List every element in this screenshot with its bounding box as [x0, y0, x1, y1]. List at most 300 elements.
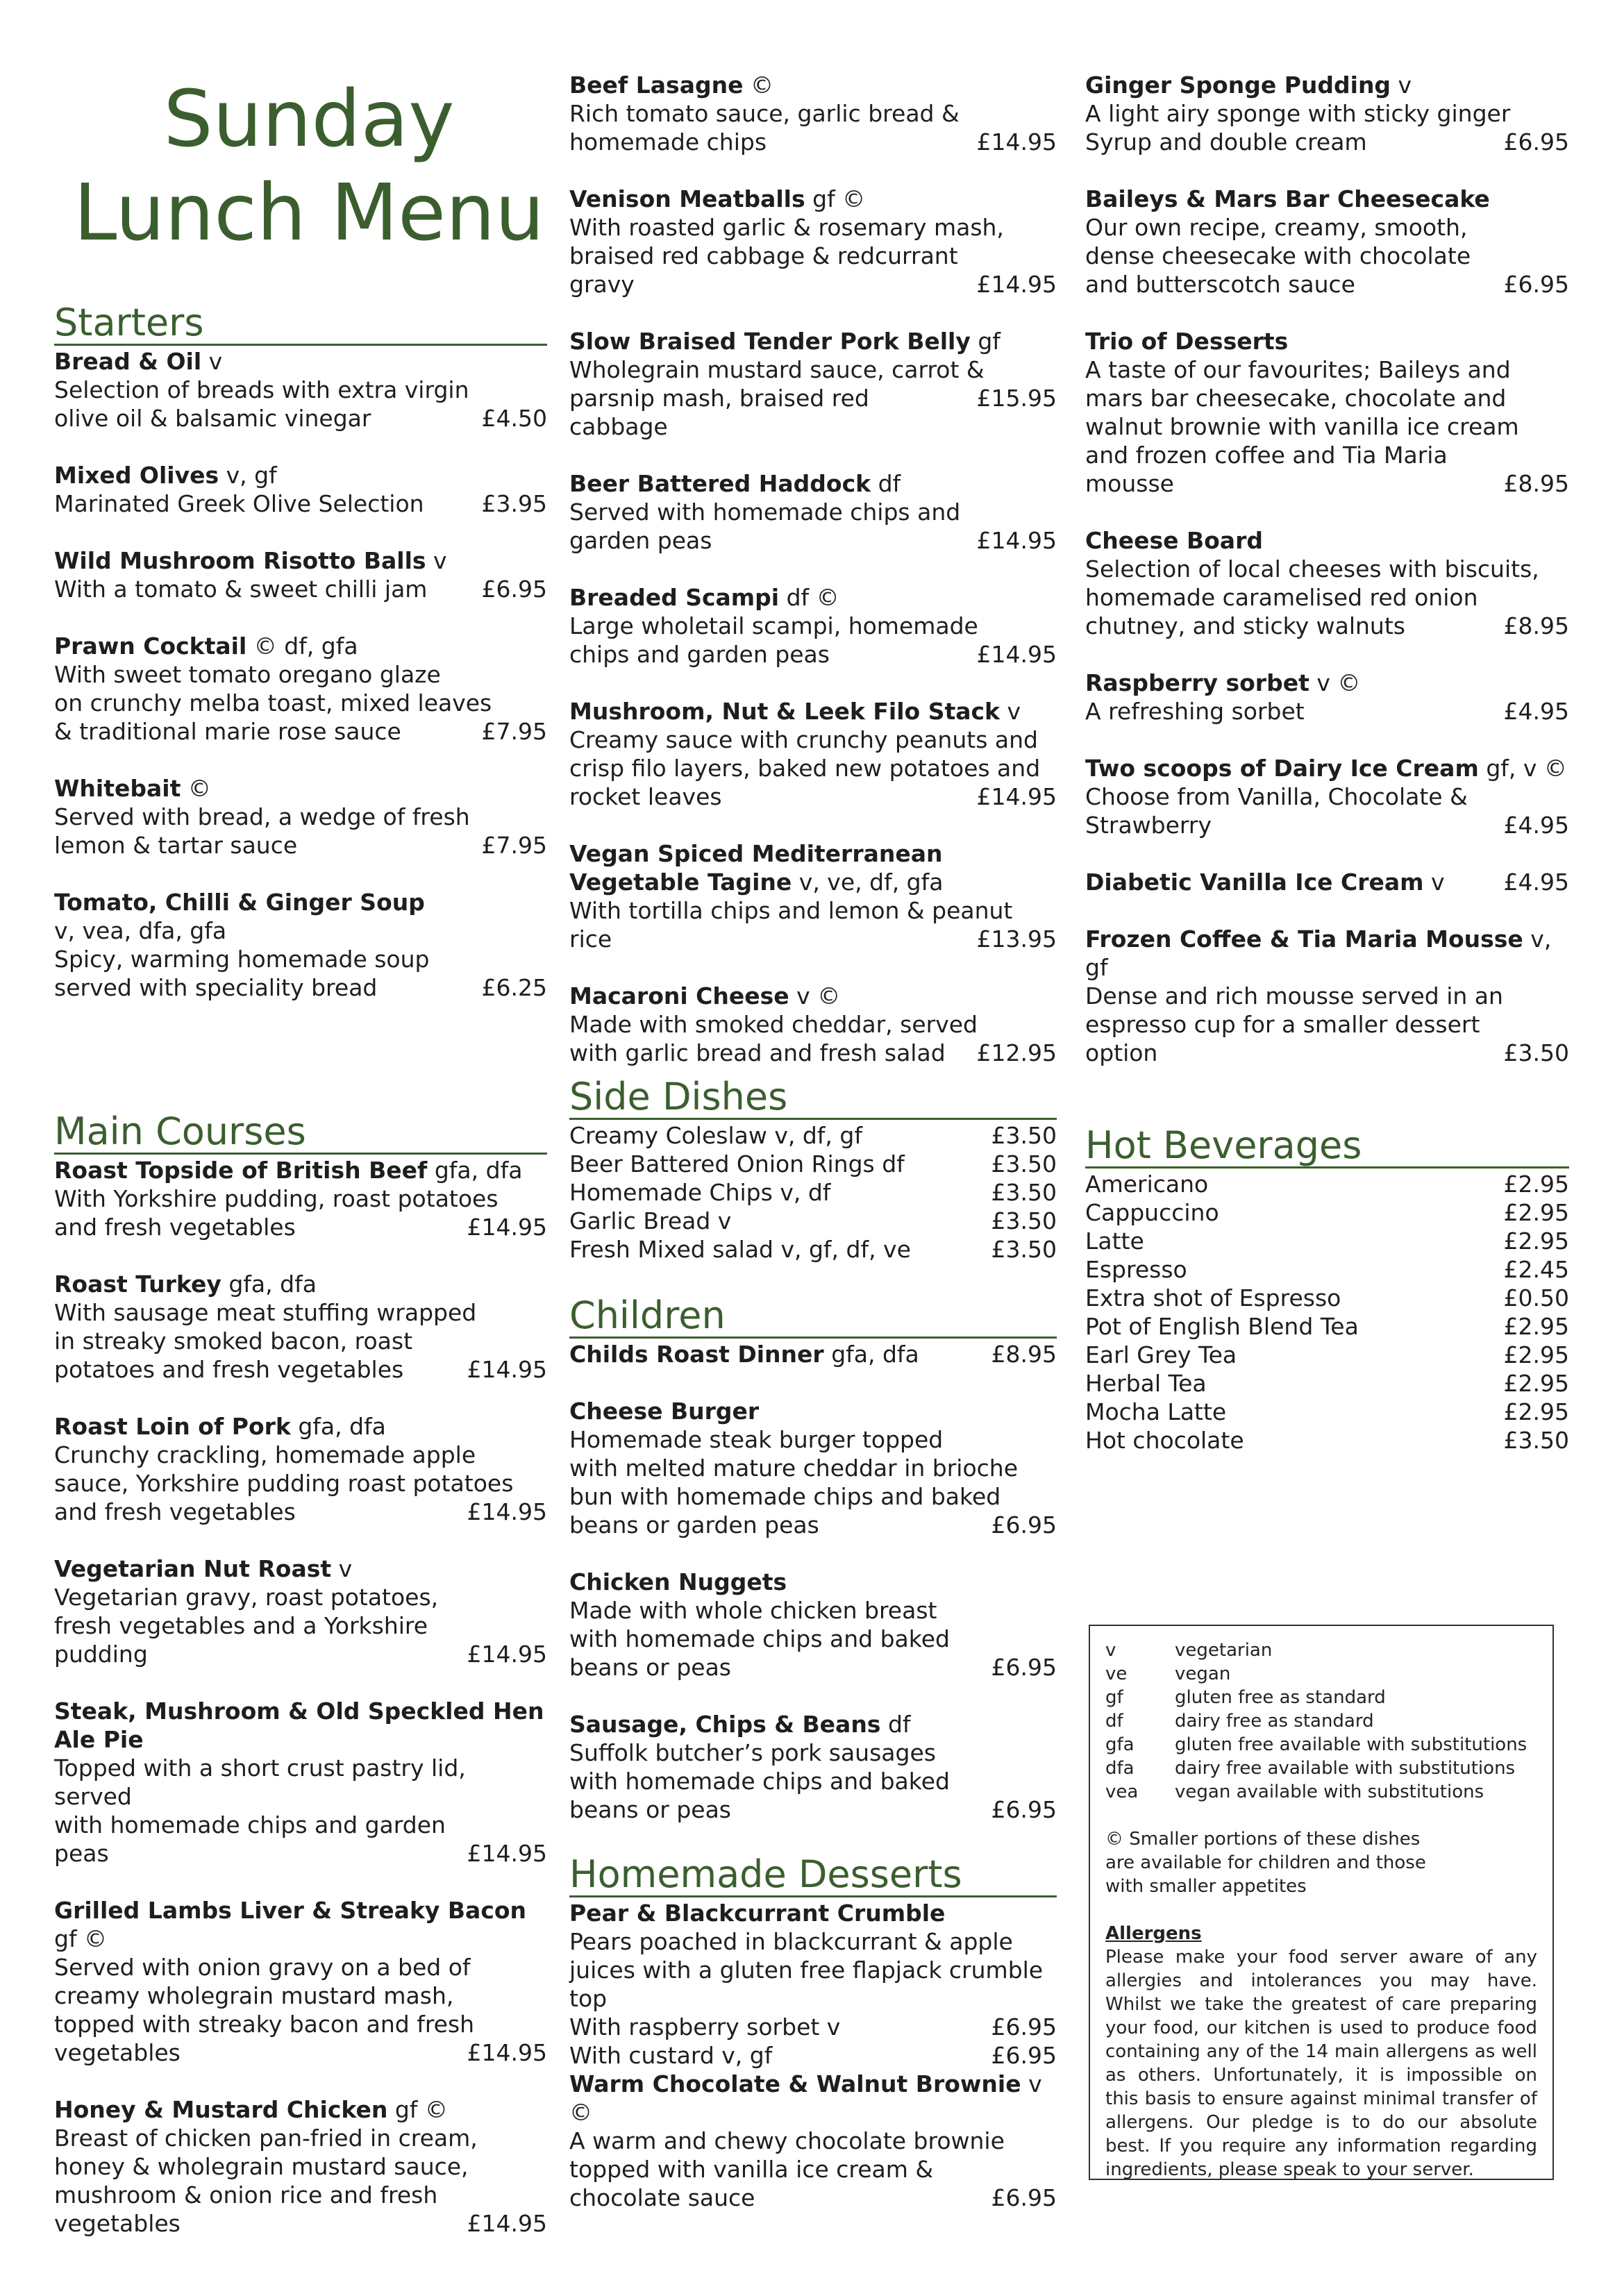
menu-item: [1085, 868, 1569, 896]
menu-item-name: Beer Battered Haddock: [569, 470, 871, 497]
menu-item-name: Bread & Oil: [54, 348, 202, 375]
legend-key: gf: [1105, 1687, 1123, 1708]
menu-item-name: Prawn Cocktail: [54, 632, 247, 660]
menu-item-name: Roast Topside of British Beef: [54, 1157, 428, 1184]
price-row-price: £2.95: [1503, 1370, 1569, 1397]
menu-item-desc: in streaky smoked bacon, roast: [54, 1327, 413, 1355]
children-section: [569, 1295, 1057, 1824]
menu-item-row: [569, 782, 1057, 811]
price-row-label: Creamy Coleslaw v, df, gf: [569, 1122, 862, 1149]
price-row-label: Hot chocolate: [1085, 1427, 1244, 1454]
menu-item-desc: Spicy, warming homemade soup: [54, 946, 430, 973]
menu-item: [569, 1340, 1057, 1368]
menu-item-row: [54, 2038, 547, 2067]
brownie-desc-1: A warm and chewy chocolate brownie: [569, 2127, 1005, 2154]
menu-item-price: £8.95: [1503, 612, 1569, 639]
menu-item-desc: Suffolk butcher’s pork sausages: [569, 1739, 936, 1766]
crumble-option-2-text: With custard v, gf: [569, 2042, 773, 2069]
menu-item-price: £14.95: [467, 1214, 547, 1241]
menu-item-header: [569, 1397, 1057, 1425]
portion-note-line-2: are available for children and those: [1105, 1852, 1426, 1873]
menu-item-desc: Rich tomato sauce, garlic bread &: [569, 100, 960, 127]
menu-item-name: Roast Loin of Pork: [54, 1413, 291, 1440]
menu-item-desc: option: [1085, 1039, 1158, 1066]
menu-item-tags: gf ©: [54, 1925, 108, 1952]
price-row: [1085, 1426, 1569, 1455]
price-row: [569, 1121, 1057, 1150]
price-row-price: £2.95: [1503, 1171, 1569, 1198]
allergens-title: Allergens: [1105, 1923, 1202, 1944]
menu-item-header: [54, 1412, 547, 1441]
menu-item-price: £13.95: [976, 925, 1057, 953]
legend-keys: [1105, 1639, 1537, 1804]
menu-item-tags: © df, gfa: [246, 632, 358, 660]
menu-item-desc: beans or garden peas: [569, 1511, 819, 1539]
menu-item: [54, 1270, 547, 1384]
menu-item-row: [54, 1839, 547, 1868]
title-line-2: Lunch Menu: [73, 168, 545, 258]
menu-item-row: [54, 489, 547, 518]
legend-value: gluten free as standard: [1175, 1687, 1386, 1708]
menu-item-row: [569, 925, 1057, 953]
crumble-option-2-price: £6.95: [991, 2042, 1057, 2069]
spacer: [569, 669, 1057, 697]
menu-item-row: [1085, 868, 1569, 896]
menu-item-desc: bun with homemade chips and baked: [569, 1483, 1001, 1510]
menu-item: [569, 1397, 1057, 1539]
menu-item-price: £6.95: [1503, 271, 1569, 298]
spacer: [569, 555, 1057, 583]
menu-item-desc: garden peas: [569, 527, 712, 554]
menu-item-desc: Large wholetail scampi, homemade: [569, 612, 978, 639]
menu-item-price: £3.95: [481, 490, 547, 517]
menu-item-tags: v: [426, 547, 447, 574]
menu-item-desc: v, vea, dfa, gfa: [54, 917, 227, 944]
menu-item-name: Diabetic Vanilla Ice Cream: [1085, 869, 1424, 896]
menu-item-header: [1085, 526, 1569, 555]
menu-item-desc: Selection of breads with extra virgin: [54, 376, 469, 403]
main-courses-heading: Main Courses: [54, 1111, 547, 1155]
menu-item: [54, 2095, 547, 2238]
menu-item-desc: Served with onion gravy on a bed of: [54, 1954, 471, 1981]
price-row-price: £2.45: [1503, 1256, 1569, 1283]
children-heading: Children: [569, 1295, 1057, 1339]
menu-item-desc: on crunchy melba toast, mixed leaves: [54, 689, 492, 717]
legend-value: dairy free as standard: [1175, 1711, 1374, 1732]
spacer: [1085, 726, 1569, 754]
menu-item: [54, 461, 547, 518]
menu-item-header: [569, 583, 1057, 612]
menu-item-row: [1085, 270, 1569, 299]
price-row-price: £2.95: [1503, 1313, 1569, 1340]
menu-item-price: £14.95: [467, 1498, 547, 1525]
menu-item-desc: espresso cup for a smaller dessert: [1085, 1011, 1480, 1038]
menu-item-header: [54, 1697, 547, 1754]
menu-item-desc: Choose from Vanilla, Chocolate &: [1085, 783, 1468, 810]
menu-item-desc: braised red cabbage & redcurrant: [569, 242, 958, 269]
menu-item-desc: mushroom & onion rice and fresh: [54, 2181, 438, 2209]
legend-value: vegan available with substitutions: [1175, 1782, 1484, 1802]
spacer: [54, 1384, 547, 1412]
menu-item-price: £14.95: [467, 2039, 547, 2066]
menu-item-desc: A light airy sponge with sticky ginger: [1085, 100, 1511, 127]
spacer: [569, 299, 1057, 327]
menu-item-header: [54, 1270, 547, 1298]
menu-item-desc: beans or peas: [569, 1654, 731, 1681]
menu-item-desc: Wholegrain mustard sauce, carrot &: [569, 356, 985, 383]
menu-item-desc: Selection of local cheeses with biscuits,: [1085, 555, 1539, 583]
menu-item-desc: and fresh vegetables: [54, 1498, 296, 1525]
legend-row: [1105, 1780, 1537, 1804]
price-row-price: £2.95: [1503, 1227, 1569, 1255]
menu-item-name: Cheese Board: [1085, 527, 1263, 554]
menu-item-desc: sauce, Yorkshire pudding roast potatoes: [54, 1470, 514, 1497]
menu-item: [54, 1896, 547, 2067]
menu-item-price: £15.95: [976, 385, 1057, 412]
menu-item-price: £6.95: [991, 1511, 1057, 1539]
menu-item-desc: mars bar cheesecake, chocolate and: [1085, 385, 1507, 412]
menu-item-price: £8.95: [991, 1341, 1057, 1368]
menu-item-header: [54, 546, 547, 575]
menu-item-name: Grilled Lambs Liver & Streaky Bacon: [54, 1897, 527, 1924]
menu-item-tags: gf ©: [805, 185, 866, 212]
menu-item: [569, 839, 1057, 953]
menu-item-price: £6.95: [991, 1654, 1057, 1681]
starters-section: [54, 302, 547, 1002]
side-dishes-heading: Side Dishes: [569, 1076, 1057, 1120]
menu-item-name: Chicken Nuggets: [569, 1568, 787, 1595]
menu-item-name: Childs Roast Dinner: [569, 1341, 824, 1368]
legend-value: vegan: [1175, 1664, 1231, 1684]
menu-item-row: [1085, 811, 1569, 839]
menu-item: [54, 1156, 547, 1241]
menu-item-price: £4.95: [1503, 869, 1569, 896]
legend-key: vea: [1105, 1782, 1139, 1802]
menu-item-header: [569, 1710, 1057, 1738]
menu-item: [1085, 185, 1569, 299]
title-line-1: Sunday: [163, 74, 455, 165]
menu-item-desc: & traditional marie rose sauce: [54, 718, 401, 745]
price-row-price: £3.50: [991, 1236, 1057, 1263]
price-row-price: £0.50: [1503, 1284, 1569, 1312]
menu-item-header: [54, 1156, 547, 1184]
brownie-name: Warm Chocolate & Walnut Brownie: [569, 2070, 1021, 2097]
menu-item-name: Sausage, Chips & Beans: [569, 1711, 881, 1738]
menu-item-tags: v: [331, 1555, 353, 1582]
price-row-label: Mocha Latte: [1085, 1398, 1227, 1425]
menu-item-desc: vegetables: [54, 2039, 181, 2066]
menu-item-header: [569, 71, 1057, 99]
menu-item-desc: potatoes and fresh vegetables: [54, 1356, 404, 1383]
hot-beverages-heading: Hot Beverages: [1085, 1125, 1569, 1168]
spacer: [54, 1668, 547, 1697]
price-row: [569, 1207, 1057, 1235]
crumble-option-1-text: With raspberry sorbet v: [569, 2013, 841, 2041]
price-row: [1085, 1255, 1569, 1284]
menu-item-row: [569, 384, 1057, 441]
hot-beverages-section: [1085, 1125, 1569, 1455]
menu-item-desc: Marinated Greek Olive Selection: [54, 490, 424, 517]
price-row-label: Cappuccino: [1085, 1199, 1219, 1226]
menu-item-header: [569, 982, 1057, 1010]
menu-item: [1085, 526, 1569, 640]
desserts-heading: Homemade Desserts: [569, 1854, 1057, 1897]
menu-item-desc: homemade chips: [569, 128, 767, 156]
price-row: [1085, 1369, 1569, 1398]
menu-item-tags: df: [871, 470, 901, 497]
menu-item-row: [1085, 697, 1569, 726]
portion-note-line-3: with smaller appetites: [1105, 1876, 1307, 1897]
menu-item-desc: honey & wholegrain mustard sauce,: [54, 2153, 469, 2180]
spacer: [569, 811, 1057, 839]
menu-item-header: [54, 888, 547, 916]
menu-item-desc: A refreshing sorbet: [1085, 698, 1305, 725]
menu-item-desc: Served with bread, a wedge of fresh: [54, 803, 470, 830]
price-row: [569, 1235, 1057, 1264]
menu-item-desc: lemon & tartar sauce: [54, 832, 298, 859]
menu-item-price: £6.25: [481, 974, 547, 1001]
menu-item-row: [1085, 612, 1569, 640]
menu-item-price: £6.95: [991, 1796, 1057, 1823]
menu-item: [569, 469, 1057, 555]
desserts-continued-section: [1085, 71, 1569, 1067]
menu-item-desc: Syrup and double cream: [1085, 128, 1367, 156]
legend-key: df: [1105, 1711, 1123, 1732]
menu-item-price: £14.95: [976, 128, 1057, 156]
menu-item-desc: peas: [54, 1840, 109, 1867]
menu-item-header: [569, 697, 1057, 726]
menu-item-row: [569, 128, 1057, 156]
menu-item-header: [1085, 669, 1569, 697]
menu-item-price: £6.95: [481, 576, 547, 603]
menu-item-tags: gfa, dfa: [290, 1413, 386, 1440]
menu-item-row: [1085, 469, 1569, 498]
spacer: [1085, 896, 1569, 925]
legend-value: dairy free available with substitutions: [1175, 1758, 1516, 1779]
crumble-desc-3: top: [569, 1985, 608, 2012]
price-row-label: Beer Battered Onion Rings df: [569, 1150, 905, 1178]
legend-row: [1105, 1709, 1537, 1733]
menu-item-tags: ©: [181, 775, 211, 802]
menu-item-tags: v: [201, 348, 223, 375]
price-row: [569, 1150, 1057, 1178]
menu-item-header: [54, 1555, 547, 1583]
menu-item-name: Macaroni Cheese: [569, 982, 789, 1009]
menu-item-desc: gravy: [569, 271, 635, 298]
price-row: [1085, 1312, 1569, 1341]
price-row-price: £3.50: [991, 1150, 1057, 1178]
menu-item-desc: Strawberry: [1085, 812, 1212, 839]
menu-item: [1085, 71, 1569, 156]
menu-item-price: £7.95: [481, 832, 547, 859]
menu-item-desc: served with speciality bread: [54, 974, 378, 1001]
menu-item-desc: Creamy sauce with crunchy peanuts and: [569, 726, 1038, 753]
menu-item: [569, 185, 1057, 299]
menu-item-desc: and frozen coffee and Tia Maria: [1085, 442, 1448, 469]
price-row-price: £2.95: [1503, 1341, 1569, 1368]
mains-continued-section: [569, 71, 1057, 1067]
menu-item-name: Frozen Coffee & Tia Maria Mousse: [1085, 925, 1523, 953]
menu-item-name: Beef Lasagne: [569, 72, 744, 99]
menu-item-name: Wild Mushroom Risotto Balls: [54, 547, 426, 574]
price-row: [1085, 1198, 1569, 1227]
brownie-tags: v ©: [569, 2070, 1042, 2126]
legend-key: dfa: [1105, 1758, 1135, 1779]
spacer: [54, 2067, 547, 2095]
menu-item: [54, 1412, 547, 1526]
menu-item-name: Cheese Burger: [569, 1398, 760, 1425]
menu-item-desc: parsnip mash, braised red cabbage: [569, 385, 869, 440]
hot-beverages-list: [1085, 1170, 1569, 1455]
menu-item-name: Baileys & Mars Bar Cheesecake: [1085, 185, 1490, 212]
main-courses-list: [54, 1156, 547, 2238]
legend-row: [1105, 1639, 1537, 1662]
menu-item-price: £14.95: [976, 527, 1057, 554]
menu-item-desc: vegetables: [54, 2210, 181, 2237]
menu-item-name: Breaded Scampi: [569, 584, 780, 611]
price-row-price: £2.95: [1503, 1199, 1569, 1226]
menu-item-desc: dense cheesecake with chocolate: [1085, 242, 1471, 269]
portion-note: [1105, 1827, 1537, 1898]
menu-item-header: [54, 2095, 547, 2124]
spacer: [569, 1682, 1057, 1710]
menu-item-header: [54, 774, 547, 803]
menu-item-row: [54, 1355, 547, 1384]
crumble-desc-2: juices with a gluten free flapjack crumble: [569, 1956, 1044, 1984]
menu-item-tags: v ©: [1309, 669, 1361, 696]
starters-heading: Starters: [54, 302, 547, 346]
menu-item-desc: with homemade chips and baked: [569, 1768, 950, 1795]
portion-note-line-1: © Smaller portions of these dishes: [1105, 1829, 1421, 1850]
spacer: [54, 433, 547, 461]
price-row-price: £3.50: [991, 1179, 1057, 1206]
price-row-label: Espresso: [1085, 1256, 1187, 1283]
menu-item: [54, 1555, 547, 1668]
menu-item: [1085, 925, 1569, 1067]
menu-item-desc: chutney, and sticky walnuts: [1085, 612, 1405, 639]
desserts-section: [569, 1854, 1057, 2212]
spacer: [54, 860, 547, 888]
price-row-price: £3.50: [991, 1207, 1057, 1234]
allergens-text: Please make your food server aware of any allergies and intolerances you may have. Whilst we take the greatest of care preparing your food, our kitchen is used to produce food containing any of the 14 main allergens as well as others. Unfortunately, it is impossible on this basis to ensure against minimal transfer of allergens. Our pledge is to do our absolute best. If you require any information regarding ingredients, please speak to your server.: [1105, 1947, 1537, 2180]
menu-item-name: Mixed Olives: [54, 462, 219, 489]
menu-item-desc: rice: [569, 925, 612, 953]
menu-item-price: £7.95: [481, 718, 547, 745]
menu-item-desc: with homemade chips and baked: [569, 1625, 950, 1652]
menu-item-row: [54, 575, 547, 603]
legend-row: [1105, 1733, 1537, 1757]
menu-item-name: Tomato, Chilli & Ginger Soup: [54, 889, 425, 916]
menu-item-row: [54, 717, 547, 746]
menu-item-price: £12.95: [976, 1039, 1057, 1066]
menu-item-name: Venison Meatballs: [569, 185, 805, 212]
crumble-option-2: [569, 2041, 1057, 2070]
menu-item-desc: mousse: [1085, 470, 1174, 497]
menu-item-tags: ©: [743, 72, 773, 99]
menu-item-desc: Crunchy crackling, homemade apple: [54, 1441, 476, 1468]
menu-item: [569, 1568, 1057, 1682]
menu-item-row: [54, 831, 547, 860]
price-row: [1085, 1341, 1569, 1369]
price-row-price: £2.95: [1503, 1398, 1569, 1425]
legend-row: [1105, 1686, 1537, 1709]
menu-item-row: [569, 1511, 1057, 1539]
menu-item-row: [569, 1039, 1057, 1067]
crumble-name: Pear & Blackcurrant Crumble: [569, 1900, 946, 1927]
menu-item-tags: gf ©: [387, 2096, 448, 2123]
menu-item-header: [569, 1568, 1057, 1596]
crumble-option-1: [569, 2013, 1057, 2041]
price-row: [569, 1178, 1057, 1207]
menu-item-desc: With sausage meat stuffing wrapped: [54, 1299, 477, 1326]
menu-item-price: £14.95: [467, 1840, 547, 1867]
menu-item-desc: Our own recipe, creamy, smooth,: [1085, 214, 1468, 241]
menu-item: [54, 546, 547, 603]
menu-item: [569, 71, 1057, 156]
menu-item-price: £4.50: [481, 405, 547, 432]
menu-item: [569, 327, 1057, 441]
menu-item: [569, 982, 1057, 1067]
spacer: [54, 603, 547, 632]
brownie-price: £6.95: [991, 2184, 1057, 2211]
menu-item-desc: Served with homemade chips and: [569, 498, 961, 526]
price-row-label: Garlic Bread v: [569, 1207, 732, 1234]
menu-item-desc: Made with smoked cheddar, served: [569, 1011, 978, 1038]
menu-item-desc: chips and garden peas: [569, 641, 830, 668]
menu-item: [54, 888, 547, 1002]
menu-item-desc: creamy wholegrain mustard mash,: [54, 1982, 454, 2009]
spacer: [1085, 498, 1569, 526]
menu-item-tags: gfa, dfa: [823, 1341, 919, 1368]
menu-item-desc: With sweet tomato oregano glaze: [54, 661, 441, 688]
price-row-label: Herbal Tea: [1085, 1370, 1207, 1397]
menu-item: [1085, 327, 1569, 498]
menu-item-row: [54, 1213, 547, 1241]
menu-item-price: £14.95: [467, 1641, 547, 1668]
spacer: [569, 156, 1057, 185]
menu-item-row: [1085, 1039, 1569, 1067]
menu-item-desc: Breast of chicken pan-fried in cream,: [54, 2125, 478, 2152]
spacer: [1085, 156, 1569, 185]
menu-item-header: [1085, 327, 1569, 355]
menu-item-desc: Homemade steak burger topped: [569, 1426, 944, 1453]
menu-item: [54, 632, 547, 746]
spacer: [54, 1526, 547, 1555]
brownie-desc-2: topped with vanilla ice cream &: [569, 2156, 934, 2183]
spacer: [1085, 299, 1569, 327]
mains-continued-list: [569, 71, 1057, 1067]
crumble-item: [569, 1899, 1057, 2070]
menu-item-header: [569, 1340, 985, 1368]
spacer: [569, 1368, 1057, 1397]
legend-key: v: [1105, 1640, 1116, 1661]
menu-item-row: [54, 1498, 547, 1526]
menu-item-header: [569, 469, 1057, 498]
menu-item-tags: v: [1391, 72, 1412, 99]
menu-item: [1085, 669, 1569, 726]
menu-item-header: [1085, 925, 1569, 982]
menu-item: [569, 583, 1057, 669]
brownie-last: chocolate sauce: [569, 2184, 755, 2211]
menu-item-price: £14.95: [976, 271, 1057, 298]
menu-item-desc: With a tomato & sweet chilli jam: [54, 576, 428, 603]
menu-item-desc: Vegetarian gravy, roast potatoes,: [54, 1584, 439, 1611]
legend-key: gfa: [1105, 1734, 1135, 1755]
menu-item-tags: v: [1000, 698, 1021, 725]
menu-item-header: [569, 185, 1057, 213]
menu-item-header: [1085, 71, 1569, 99]
menu-item-tags: df: [880, 1711, 911, 1738]
